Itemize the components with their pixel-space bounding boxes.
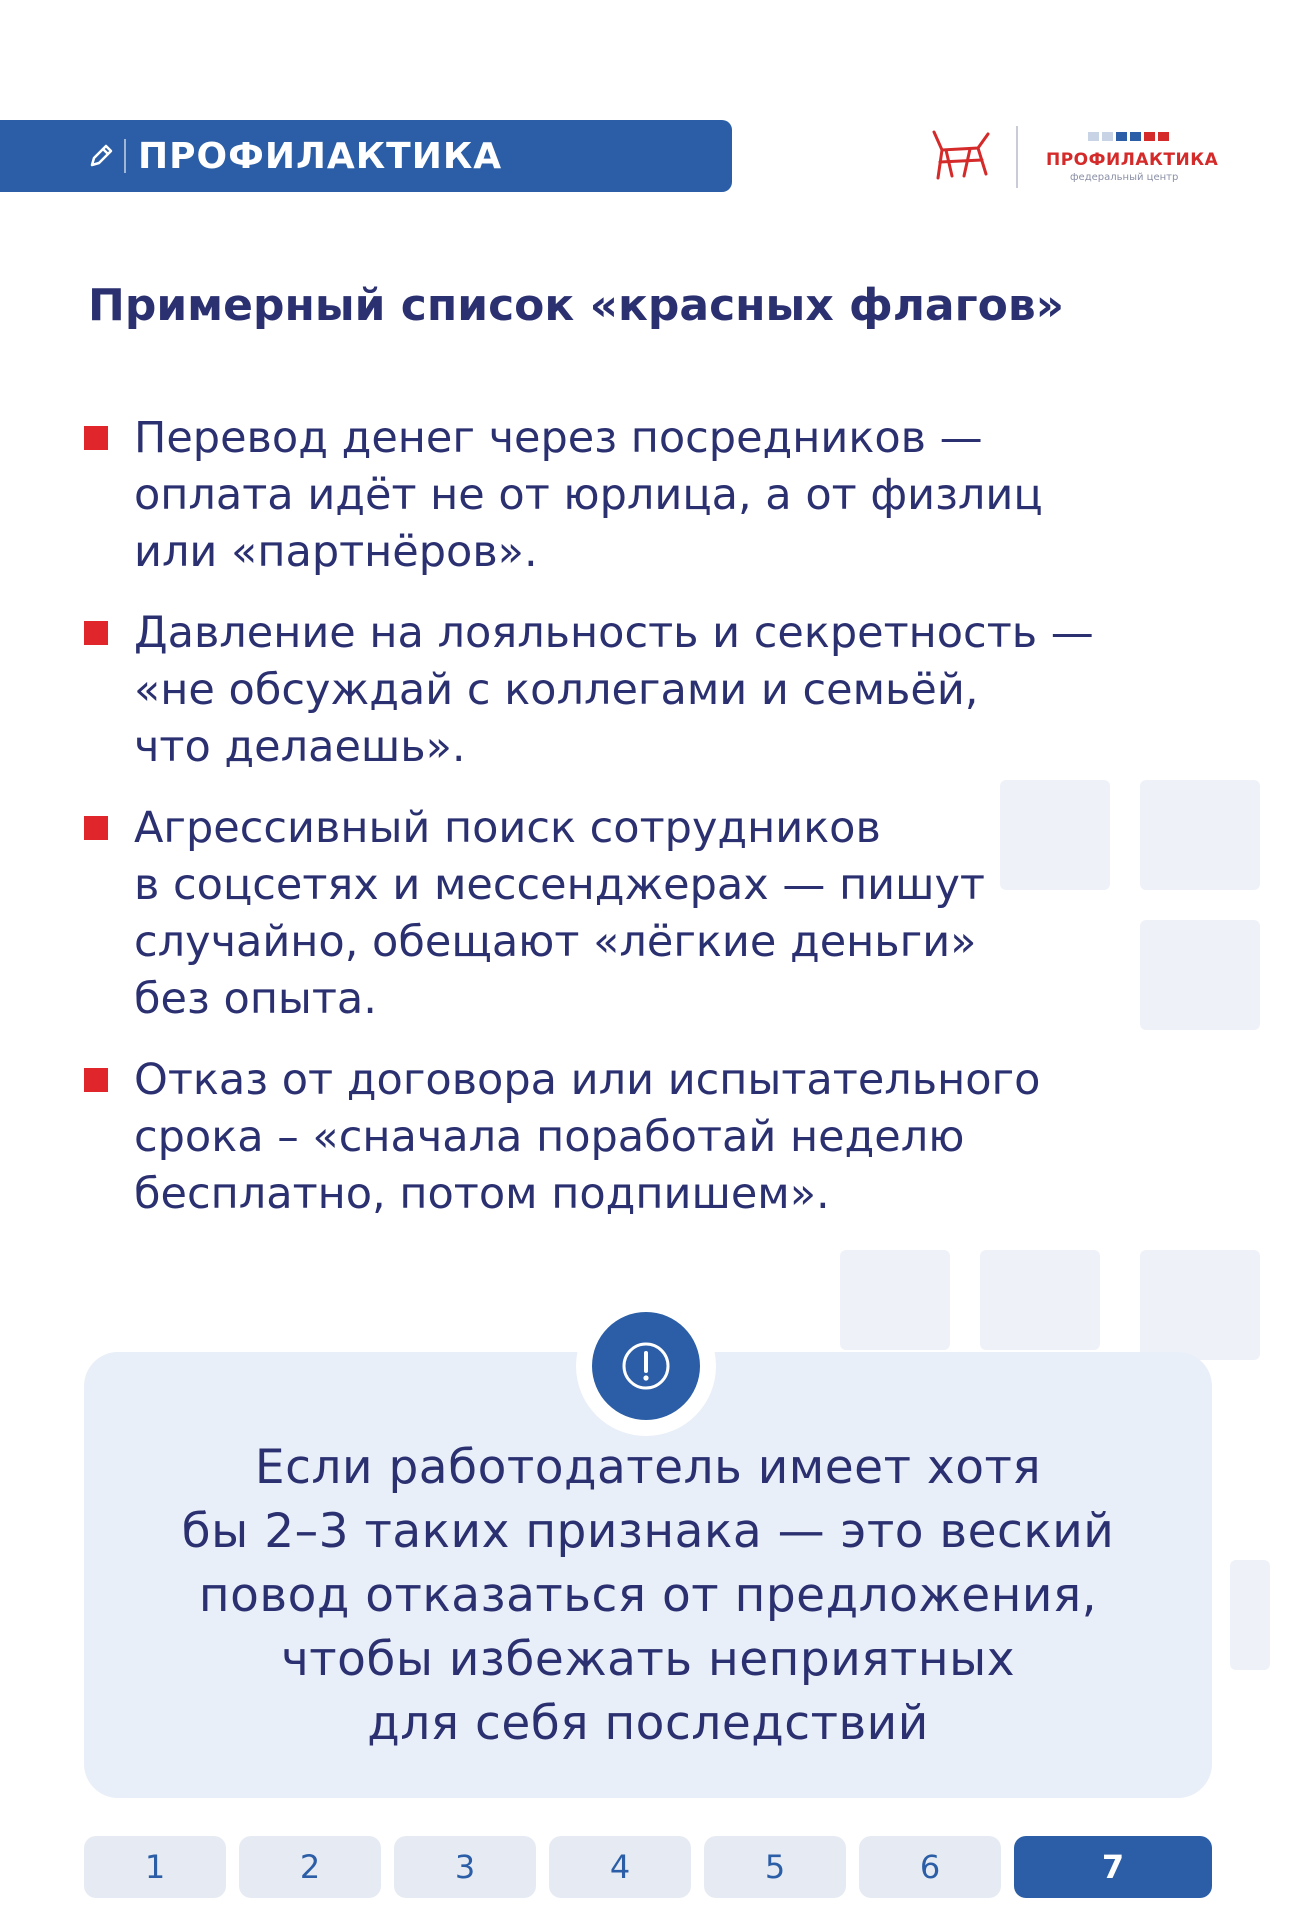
page-tab-2[interactable]: 2 bbox=[239, 1836, 381, 1898]
note-line: бы 2–3 таких признака — это веский bbox=[181, 1504, 1115, 1559]
flag-text-line: «не обсуждай с коллегами и семьёй, bbox=[134, 665, 979, 715]
flag-text-line: Отказ от договора или испытательного bbox=[134, 1055, 1041, 1105]
page-title: Примерный список «красных флагов» bbox=[88, 280, 1065, 331]
alert-badge bbox=[576, 1296, 716, 1436]
page-tab-1[interactable]: 1 bbox=[84, 1836, 226, 1898]
bg-square bbox=[1230, 1560, 1270, 1670]
flag-text-line: что делаешь». bbox=[134, 722, 466, 772]
page-tab-6[interactable]: 6 bbox=[859, 1836, 1001, 1898]
header-separator bbox=[124, 139, 126, 173]
page-tab-5[interactable]: 5 bbox=[704, 1836, 846, 1898]
flag-text-line: без опыта. bbox=[134, 974, 377, 1024]
bg-square bbox=[840, 1250, 950, 1350]
logo-name: ПРОФИЛАКТИКА bbox=[1046, 150, 1219, 170]
note-line: повод отказаться от предложения, bbox=[198, 1568, 1098, 1623]
logo-flag-squares bbox=[1088, 132, 1169, 141]
red-square-bullet bbox=[84, 1068, 108, 1092]
flag-text-line: Давление на лояльность и секретность — bbox=[134, 608, 1094, 658]
red-square-bullet bbox=[84, 816, 108, 840]
page-tab-3[interactable]: 3 bbox=[394, 1836, 536, 1898]
red-flags-list bbox=[84, 410, 1204, 1247]
pencil-icon bbox=[84, 139, 118, 173]
list-item bbox=[84, 800, 1204, 1028]
flag-text-line: или «партнёров». bbox=[134, 527, 538, 577]
logo bbox=[930, 122, 1230, 192]
note-line: Если работодатель имеет хотя bbox=[254, 1440, 1042, 1495]
red-square-bullet bbox=[84, 426, 108, 450]
logo-subtitle: федеральный центр bbox=[1070, 172, 1179, 183]
list-item bbox=[84, 605, 1204, 776]
warning-note-text bbox=[84, 1436, 1212, 1756]
header-bar bbox=[0, 120, 732, 192]
flag-text-line: срока – «сначала поработай неделю bbox=[134, 1112, 965, 1162]
chair-icon bbox=[930, 126, 994, 182]
note-line: для себя последствий bbox=[367, 1696, 929, 1751]
flag-text-line: Агрессивный поиск сотрудников bbox=[134, 803, 881, 853]
logo-divider bbox=[1016, 126, 1018, 188]
note-line: чтобы избежать неприятных bbox=[280, 1632, 1016, 1687]
header-title: ПРОФИЛАКТИКА bbox=[138, 135, 503, 177]
flag-text-line: бесплатно, потом подпишем». bbox=[134, 1169, 830, 1219]
flag-text-line: Перевод денег через посредников — bbox=[134, 413, 983, 463]
page-tab-4[interactable]: 4 bbox=[549, 1836, 691, 1898]
list-item bbox=[84, 410, 1204, 581]
flag-text-line: случайно, обещают «лёгкие деньги» bbox=[134, 917, 977, 967]
page-tab-7[interactable]: 7 bbox=[1014, 1836, 1212, 1898]
bg-square bbox=[1140, 1250, 1260, 1360]
bg-square bbox=[980, 1250, 1100, 1350]
red-square-bullet bbox=[84, 621, 108, 645]
exclamation-icon bbox=[592, 1312, 700, 1420]
flag-text-line: в соцсетях и мессенджерах — пишут bbox=[134, 860, 985, 910]
list-item bbox=[84, 1052, 1204, 1223]
flag-text-line: оплата идёт не от юрлица, а от физлиц bbox=[134, 470, 1043, 520]
pagination bbox=[84, 1836, 1212, 1898]
